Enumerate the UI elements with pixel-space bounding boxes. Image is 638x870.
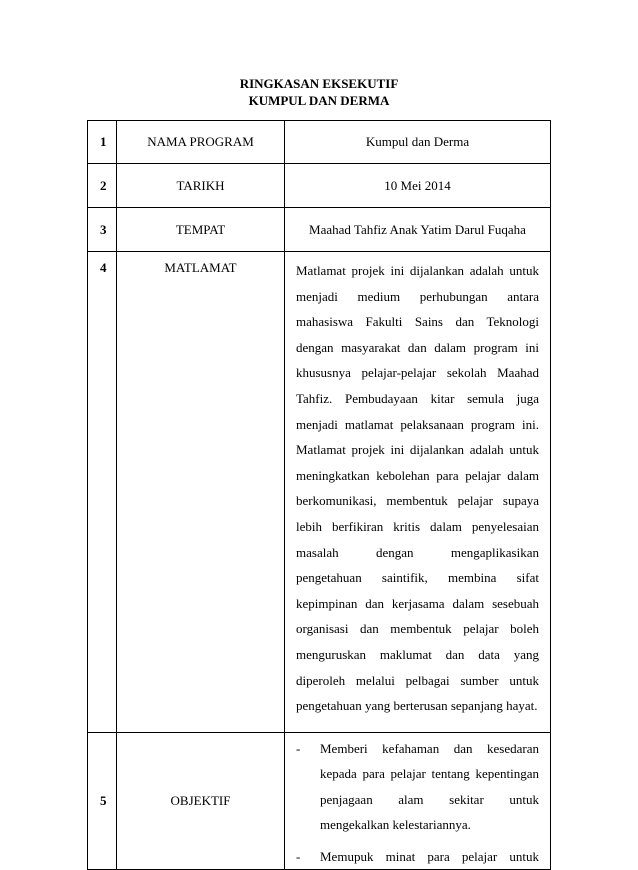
table-row xyxy=(88,732,551,869)
objectives-list xyxy=(285,733,550,869)
matlamat-paragraph: Matlamat projek ini dijalankan adalah untuk menjadi medium perhubungan antara mahasiswa Fakulti Sains dan Teknologi dengan masyarakat dan dalam program ini khususnya pelajar-pelajar sekolah Maahad Tahfiz. Pembudayaan kitar semula juga menjadi matlamat pelaksanaan program ini. Matlamat projek ini dijalankan adalah untuk meningkatkan kebolehan para pelajar dalam berkomunikasi, membentuk pelajar supaya lebih berfikiran kritis dalam penyelesaian masalah dengan mengaplikasikan pengetahuan saintifik, membina sifat kepimpinan dan kerjasama dalam sesebuah organisasi dan membentuk pelajar boleh menguruskan maklumat dan data yang diperoleh melalui pelbagai sumber untuk pengetahuan yang berterusan sepanjang hayat. xyxy=(296,263,539,714)
table-row xyxy=(88,208,551,252)
row-label: OBJEKTIF xyxy=(117,732,285,869)
table-row xyxy=(88,121,551,164)
executive-summary-table xyxy=(87,120,551,870)
row-value xyxy=(285,732,551,869)
row-label: TEMPAT xyxy=(117,208,285,252)
row-number: 3 xyxy=(88,208,117,252)
list-dash: - xyxy=(296,849,301,865)
objective-text: Memberi kefahaman dan kesedaran kepada para pelajar tentang kepentingan penjagaan alam sekitar untuk mengekalkan kelestariannya. xyxy=(320,740,539,833)
row-label: NAMA PROGRAM xyxy=(117,121,285,164)
row-number: 2 xyxy=(88,164,117,208)
row-value: Maahad Tahfiz Anak Yatim Darul Fuqaha xyxy=(285,208,551,252)
row-number: 4 xyxy=(88,252,117,733)
document-title: RINGKASAN EKSEKUTIF xyxy=(239,76,399,91)
table-row xyxy=(88,252,551,733)
objective-text: Memupuk minat para pelajar untuk xyxy=(320,849,539,865)
list-item xyxy=(296,736,539,838)
list-dash: - xyxy=(296,740,301,756)
list-item xyxy=(296,844,539,869)
row-label: MATLAMAT xyxy=(117,252,285,733)
row-number: 1 xyxy=(88,121,117,164)
row-label: TARIKH xyxy=(117,164,285,208)
document-subtitle: KUMPUL DAN DERMA xyxy=(248,93,390,108)
row-value: Kumpul dan Derma xyxy=(285,121,551,164)
row-number: 5 xyxy=(88,732,117,869)
row-value: 10 Mei 2014 xyxy=(285,164,551,208)
table-row xyxy=(88,164,551,208)
row-value xyxy=(285,252,551,733)
